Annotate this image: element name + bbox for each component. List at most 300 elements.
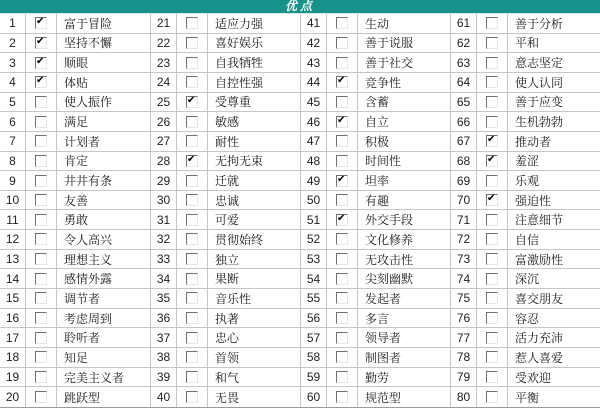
trait-row [451, 152, 600, 172]
trait-label: 富于冒险 [64, 16, 113, 31]
trait-label: 制图者 [365, 350, 402, 365]
row-number: 47 [301, 132, 327, 151]
checkbox-unchecked[interactable] [336, 17, 348, 29]
checkbox-cell [177, 53, 208, 72]
row-number: 45 [301, 93, 327, 112]
trait-row [451, 132, 600, 152]
trait-row [0, 53, 150, 73]
trait-row [301, 132, 450, 152]
trait-row [301, 73, 450, 93]
trait-row [451, 34, 600, 54]
trait-row [151, 348, 300, 368]
checkbox-unchecked[interactable] [486, 37, 498, 49]
trait-row [0, 309, 150, 329]
checkbox-unchecked[interactable] [186, 17, 198, 29]
row-number: 38 [151, 348, 177, 367]
checkbox-cell [477, 368, 508, 387]
row-number: 50 [301, 191, 327, 210]
row-number: 4 [0, 73, 26, 92]
checkbox-unchecked[interactable] [486, 351, 498, 363]
trait-label: 受欢迎 [515, 370, 552, 385]
trait-row [451, 210, 600, 230]
checkbox-unchecked[interactable] [486, 371, 498, 383]
trait-row [0, 34, 150, 54]
trait-row [301, 14, 450, 34]
checkbox-cell [177, 387, 208, 407]
checkbox-cell [177, 171, 208, 190]
row-number: 36 [151, 309, 177, 328]
checkbox-unchecked[interactable] [336, 273, 348, 285]
checkbox-cell [327, 289, 358, 308]
trait-row [451, 171, 600, 191]
checkbox-cell [26, 368, 57, 387]
row-number: 2 [0, 34, 26, 53]
row-number: 67 [451, 132, 477, 151]
checkbox-cell [26, 171, 57, 190]
checkbox-unchecked[interactable] [35, 116, 47, 128]
checkbox-cell [177, 309, 208, 328]
trait-row [151, 132, 300, 152]
checkbox-cell [177, 210, 208, 229]
checkbox-unchecked[interactable] [35, 371, 47, 383]
row-number: 60 [301, 387, 327, 407]
checkbox-checked[interactable] [336, 214, 348, 226]
checkbox-unchecked[interactable] [186, 332, 198, 344]
trait-label: 推动者 [515, 134, 552, 149]
trait-row [151, 387, 300, 407]
row-number: 25 [151, 93, 177, 112]
checkbox-checked[interactable] [186, 96, 198, 108]
checkbox-unchecked[interactable] [486, 233, 498, 245]
row-number: 32 [151, 230, 177, 249]
column-4 [450, 14, 600, 407]
trait-row [0, 210, 150, 230]
trait-row [301, 230, 450, 250]
trait-row [0, 171, 150, 191]
checkbox-unchecked[interactable] [336, 155, 348, 167]
checkbox-unchecked[interactable] [336, 194, 348, 206]
row-number: 69 [451, 171, 477, 190]
column-3 [300, 14, 450, 407]
checkbox-unchecked[interactable] [336, 391, 348, 403]
row-number: 10 [0, 191, 26, 210]
checkbox-unchecked[interactable] [35, 155, 47, 167]
checkbox-unchecked[interactable] [186, 351, 198, 363]
trait-row [451, 328, 600, 348]
checkbox-cell [477, 34, 508, 53]
trait-label: 满足 [64, 115, 89, 130]
checkbox-unchecked[interactable] [35, 233, 47, 245]
row-number: 18 [0, 348, 26, 367]
row-number: 44 [301, 73, 327, 92]
row-number: 46 [301, 112, 327, 131]
checkbox-cell [327, 93, 358, 112]
trait-row [0, 93, 150, 113]
checkbox-unchecked[interactable] [186, 371, 198, 383]
trait-label: 坚持不懈 [64, 36, 113, 51]
trait-label: 迁就 [215, 174, 240, 189]
checkbox-unchecked[interactable] [186, 214, 198, 226]
trait-row [0, 269, 150, 289]
trait-label: 坦率 [365, 174, 390, 189]
trait-row [151, 269, 300, 289]
checkbox-unchecked[interactable] [186, 76, 198, 88]
trait-row [451, 368, 600, 388]
row-number: 31 [151, 210, 177, 229]
checkbox-cell [477, 289, 508, 308]
checkbox-cell [477, 387, 508, 407]
row-number: 75 [451, 289, 477, 308]
trait-label: 友善 [64, 193, 89, 208]
trait-row [301, 368, 450, 388]
checkbox-cell [327, 34, 358, 53]
trait-label: 喜好娱乐 [215, 36, 264, 51]
checkbox-unchecked[interactable] [336, 253, 348, 265]
checkbox-unchecked[interactable] [486, 292, 498, 304]
row-number: 72 [451, 230, 477, 249]
checkbox-unchecked[interactable] [486, 57, 498, 69]
row-number: 65 [451, 93, 477, 112]
row-number: 26 [151, 112, 177, 131]
checkbox-unchecked[interactable] [186, 116, 198, 128]
trait-row [151, 53, 300, 73]
trait-label: 独立 [215, 252, 240, 267]
trait-label: 多言 [365, 311, 390, 326]
trait-label: 勇敢 [64, 213, 89, 228]
row-number: 35 [151, 289, 177, 308]
row-number: 53 [301, 250, 327, 269]
trait-label: 善于分析 [515, 16, 564, 31]
row-number: 39 [151, 368, 177, 387]
trait-label: 耐性 [215, 134, 240, 149]
row-number: 27 [151, 132, 177, 151]
checkbox-checked[interactable] [336, 76, 348, 88]
trait-label: 计划者 [64, 134, 101, 149]
checkbox-cell [327, 152, 358, 171]
checkbox-unchecked[interactable] [35, 194, 47, 206]
checkbox-unchecked[interactable] [35, 253, 47, 265]
trait-row [301, 191, 450, 211]
row-number: 30 [151, 191, 177, 210]
column-1 [0, 14, 150, 407]
row-number: 48 [301, 152, 327, 171]
trait-row [301, 309, 450, 329]
checkbox-unchecked[interactable] [336, 371, 348, 383]
checkbox-unchecked[interactable] [186, 135, 198, 147]
row-number: 59 [301, 368, 327, 387]
row-number: 8 [0, 152, 26, 171]
trait-row [151, 309, 300, 329]
row-number: 17 [0, 328, 26, 347]
checkbox-unchecked[interactable] [486, 312, 498, 324]
row-number: 43 [301, 53, 327, 72]
row-number: 63 [451, 53, 477, 72]
trait-label: 知足 [64, 350, 89, 365]
trait-label: 羞涩 [515, 154, 540, 169]
row-number: 41 [301, 14, 327, 33]
checkbox-unchecked[interactable] [186, 175, 198, 187]
trait-label: 调节者 [64, 291, 101, 306]
trait-row [151, 289, 300, 309]
trait-label: 适应力强 [215, 16, 264, 31]
row-number: 16 [0, 309, 26, 328]
row-number: 52 [301, 230, 327, 249]
trait-row [0, 250, 150, 270]
row-number: 3 [0, 53, 26, 72]
checkbox-cell [26, 230, 57, 249]
row-number: 37 [151, 328, 177, 347]
checkbox-unchecked[interactable] [186, 253, 198, 265]
checkbox-unchecked[interactable] [486, 175, 498, 187]
trait-label: 果断 [215, 272, 240, 287]
trait-row [451, 387, 600, 407]
trait-label: 和气 [215, 370, 240, 385]
checkbox-unchecked[interactable] [186, 273, 198, 285]
checkbox-unchecked[interactable] [186, 194, 198, 206]
checkbox-checked[interactable] [486, 155, 498, 167]
trait-label: 肯定 [64, 154, 89, 169]
row-number: 29 [151, 171, 177, 190]
checkbox-unchecked[interactable] [336, 292, 348, 304]
row-number: 21 [151, 14, 177, 33]
row-number: 80 [451, 387, 477, 407]
checkbox-unchecked[interactable] [486, 17, 498, 29]
trait-label: 无攻击性 [365, 252, 414, 267]
row-number: 78 [451, 348, 477, 367]
row-number: 70 [451, 191, 477, 210]
checkbox-checked[interactable] [336, 175, 348, 187]
trait-row [151, 34, 300, 54]
row-number: 56 [301, 309, 327, 328]
checkbox-unchecked[interactable] [486, 214, 498, 226]
trait-row [301, 34, 450, 54]
checkbox-cell [177, 348, 208, 367]
panel-title: 优点 [284, 0, 315, 13]
checkbox-unchecked[interactable] [486, 96, 498, 108]
checkbox-cell [477, 132, 508, 151]
checkbox-cell [327, 387, 358, 407]
checkbox-unchecked[interactable] [486, 116, 498, 128]
row-number: 19 [0, 368, 26, 387]
row-number: 57 [301, 328, 327, 347]
row-number: 23 [151, 53, 177, 72]
trait-label: 生机勃勃 [515, 115, 564, 130]
row-number: 34 [151, 269, 177, 288]
checkbox-unchecked[interactable] [186, 37, 198, 49]
row-number: 66 [451, 112, 477, 131]
checkbox-cell [177, 269, 208, 288]
checkbox-cell [26, 289, 57, 308]
trait-row [301, 210, 450, 230]
checkbox-checked[interactable] [35, 37, 47, 49]
trait-label: 自我牺牲 [215, 56, 264, 71]
row-number: 15 [0, 289, 26, 308]
trait-label: 自立 [365, 115, 390, 130]
trait-label: 富激励性 [515, 252, 564, 267]
trait-label: 可爱 [215, 213, 240, 228]
trait-row [151, 210, 300, 230]
trait-row [451, 348, 600, 368]
trait-row [301, 171, 450, 191]
row-number: 12 [0, 230, 26, 249]
trait-label: 音乐性 [215, 291, 252, 306]
trait-row [301, 269, 450, 289]
checkbox-unchecked[interactable] [35, 332, 47, 344]
trait-row [301, 152, 450, 172]
checkbox-cell [327, 14, 358, 33]
trait-row [451, 73, 600, 93]
trait-row [451, 112, 600, 132]
checkbox-unchecked[interactable] [35, 175, 47, 187]
checkbox-cell [327, 191, 358, 210]
checkbox-cell [327, 368, 358, 387]
row-number: 76 [451, 309, 477, 328]
trait-row [151, 230, 300, 250]
panel-title-bar [0, 0, 600, 14]
trait-row [0, 132, 150, 152]
trait-label: 贯彻始终 [215, 232, 264, 247]
checkbox-unchecked[interactable] [35, 273, 47, 285]
checkbox-unchecked[interactable] [35, 214, 47, 226]
checkbox-unchecked[interactable] [486, 76, 498, 88]
checkbox-checked[interactable] [35, 57, 47, 69]
checkbox-cell [177, 93, 208, 112]
trait-row [0, 289, 150, 309]
trait-row [151, 152, 300, 172]
row-number: 61 [451, 14, 477, 33]
trait-row [451, 269, 600, 289]
checkbox-cell [26, 387, 57, 407]
checkbox-unchecked[interactable] [35, 312, 47, 324]
trait-label: 平和 [515, 36, 540, 51]
row-number: 1 [0, 14, 26, 33]
trait-row [151, 250, 300, 270]
row-number: 54 [301, 269, 327, 288]
trait-label: 含蓄 [365, 95, 390, 110]
trait-label: 自控性强 [215, 75, 264, 90]
row-number: 51 [301, 210, 327, 229]
row-number: 62 [451, 34, 477, 53]
checkbox-unchecked[interactable] [486, 273, 498, 285]
trait-label: 聆听者 [64, 331, 101, 346]
checkbox-cell [177, 152, 208, 171]
trait-label: 发起者 [365, 291, 402, 306]
checkbox-unchecked[interactable] [35, 391, 47, 403]
checkbox-cell [177, 132, 208, 151]
checkbox-checked[interactable] [35, 76, 47, 88]
checkbox-unchecked[interactable] [336, 37, 348, 49]
trait-row [451, 230, 600, 250]
trait-label: 勤劳 [365, 370, 390, 385]
checkbox-unchecked[interactable] [186, 233, 198, 245]
checkbox-unchecked[interactable] [35, 135, 47, 147]
checkbox-cell [477, 93, 508, 112]
row-number: 77 [451, 328, 477, 347]
trait-label: 善于社交 [365, 56, 414, 71]
trait-row [151, 14, 300, 34]
checkbox-unchecked[interactable] [486, 253, 498, 265]
trait-row [451, 53, 600, 73]
trait-row [0, 73, 150, 93]
checkbox-checked[interactable] [486, 194, 498, 206]
trait-row [0, 14, 150, 34]
checkbox-cell [26, 250, 57, 269]
trait-label: 无拘无束 [215, 154, 264, 169]
trait-row [451, 250, 600, 270]
checkbox-unchecked[interactable] [336, 233, 348, 245]
checkbox-unchecked[interactable] [486, 332, 498, 344]
checkbox-cell [177, 73, 208, 92]
trait-row [151, 171, 300, 191]
checkbox-unchecked[interactable] [336, 57, 348, 69]
trait-label: 使人认同 [515, 75, 564, 90]
checkbox-cell [26, 152, 57, 171]
checkbox-unchecked[interactable] [336, 96, 348, 108]
checkbox-cell [477, 328, 508, 347]
checkbox-unchecked[interactable] [35, 351, 47, 363]
checkbox-checked[interactable] [336, 116, 348, 128]
checkbox-cell [26, 210, 57, 229]
trait-row [0, 328, 150, 348]
checkbox-unchecked[interactable] [336, 135, 348, 147]
trait-label: 忠诚 [215, 193, 240, 208]
checkbox-cell [477, 250, 508, 269]
row-number: 20 [0, 387, 26, 407]
checkbox-unchecked[interactable] [186, 57, 198, 69]
trait-row [0, 387, 150, 407]
checkbox-unchecked[interactable] [186, 312, 198, 324]
trait-label: 执著 [215, 311, 240, 326]
checkbox-cell [26, 34, 57, 53]
checkbox-checked[interactable] [486, 135, 498, 147]
trait-label: 惹人喜爱 [515, 350, 564, 365]
checkbox-unchecked[interactable] [336, 351, 348, 363]
trait-label: 完美主义者 [64, 370, 125, 385]
checkbox-unchecked[interactable] [486, 391, 498, 403]
trait-label: 顺眼 [64, 56, 89, 71]
trait-label: 深沉 [515, 272, 540, 287]
trait-label: 规范型 [365, 390, 402, 405]
checkbox-cell [327, 348, 358, 367]
row-number: 40 [151, 387, 177, 407]
checkbox-unchecked[interactable] [336, 332, 348, 344]
trait-row [151, 368, 300, 388]
trait-row [451, 14, 600, 34]
row-number: 5 [0, 93, 26, 112]
trait-row [151, 112, 300, 132]
checkbox-unchecked[interactable] [336, 312, 348, 324]
row-number: 68 [451, 152, 477, 171]
checkbox-cell [477, 230, 508, 249]
checkbox-unchecked[interactable] [186, 391, 198, 403]
checkbox-cell [327, 250, 358, 269]
checkbox-unchecked[interactable] [35, 96, 47, 108]
checkbox-cell [177, 250, 208, 269]
checkbox-unchecked[interactable] [186, 292, 198, 304]
checkbox-cell [327, 132, 358, 151]
checkbox-checked[interactable] [35, 17, 47, 29]
trait-label: 领导者 [365, 331, 402, 346]
trait-label: 善于说服 [365, 36, 414, 51]
checkbox-unchecked[interactable] [35, 292, 47, 304]
row-number: 9 [0, 171, 26, 190]
row-number: 28 [151, 152, 177, 171]
column-2 [150, 14, 300, 407]
row-number: 14 [0, 269, 26, 288]
checkbox-cell [477, 309, 508, 328]
checkbox-cell [477, 73, 508, 92]
checkbox-checked[interactable] [186, 155, 198, 167]
